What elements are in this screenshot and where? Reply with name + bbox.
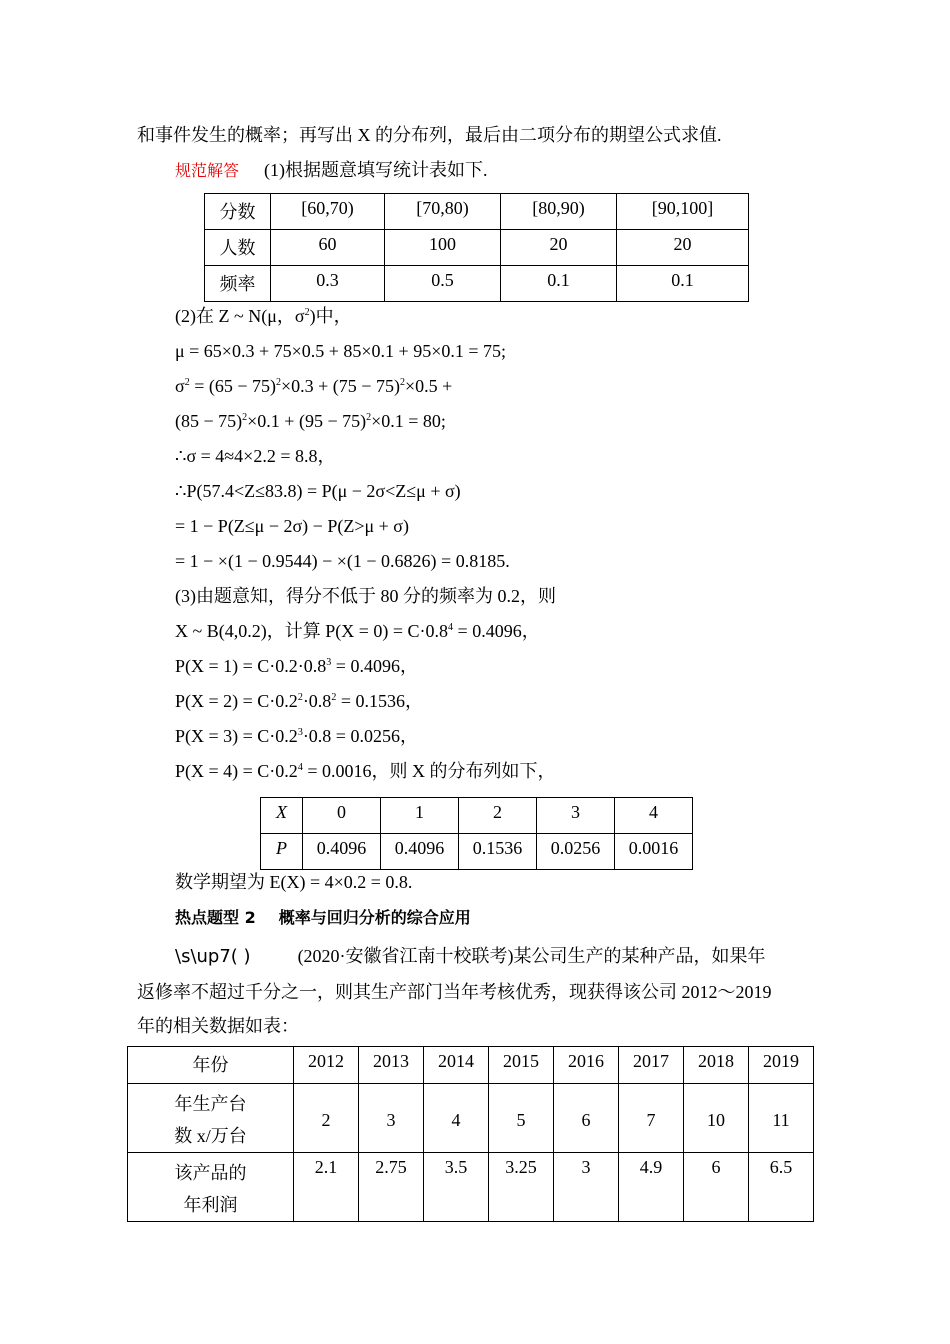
row-label: 年利润: [183, 1195, 238, 1215]
table-cell: 人数: [205, 230, 271, 266]
table-cell: 100: [385, 230, 501, 266]
derivation-line: = 1 − P(Z≤μ − 2σ) − P(Z>μ + σ): [175, 516, 409, 536]
derivation-line: = 1 − ×(1 − 0.9544) − ×(1 − 0.6826) = 0.8185.: [175, 551, 510, 571]
derivation-line: [175, 759, 555, 783]
superscript: 3: [326, 657, 332, 668]
table-cell: 3.5: [424, 1153, 489, 1222]
line-text: ·0.8: [302, 691, 332, 711]
table-cell: 3: [537, 798, 615, 834]
line-text: ×0.3 + (75 − 75): [281, 376, 400, 396]
table-cell: 11: [749, 1084, 814, 1153]
table-cell: 2: [459, 798, 537, 834]
table-cell: 4: [615, 798, 693, 834]
row-label: 年生产台: [174, 1094, 247, 1114]
table-cell: 3.25: [489, 1153, 554, 1222]
table-cell: 6.5: [749, 1153, 814, 1222]
derivation-line: [175, 409, 446, 433]
table-cell: 1: [381, 798, 459, 834]
table-cell: 2: [294, 1084, 359, 1153]
superscript: 4: [297, 762, 303, 773]
line-text: )中，: [309, 306, 352, 326]
superscript: 3: [297, 727, 303, 738]
table-cell: 2015: [489, 1047, 554, 1084]
table-cell: 0.4096: [381, 834, 459, 870]
table-cell: X: [261, 798, 303, 834]
part1-text: (1)根据题意填写统计表如下.: [264, 160, 488, 180]
line-text: ·0.8 = 0.0256，: [302, 726, 418, 746]
expectation-line: 数学期望为 E(X) = 4×0.2 = 0.8.: [175, 872, 413, 892]
problem-text: (2020·安徽省江南十校联考)某公司生产的某种产品，如果年: [297, 946, 766, 966]
table-cell: 0: [303, 798, 381, 834]
derivation-line: [175, 304, 352, 328]
table-cell: 2012: [294, 1047, 359, 1084]
table-cell: 5: [489, 1084, 554, 1153]
data-table: [127, 1046, 814, 1222]
table-cell: 20: [501, 230, 617, 266]
line-text: X ~ B(4,0.2)，计算 P(X = 0) = C·0.8: [175, 621, 449, 641]
table-cell: 2018: [684, 1047, 749, 1084]
derivation-line: [175, 724, 418, 748]
problem-line: [175, 944, 766, 969]
table-cell: 年份: [128, 1047, 294, 1084]
line-text: ×0.5 +: [404, 376, 453, 396]
solution-label: 规范解答: [175, 161, 240, 180]
table-cell: 分数: [205, 194, 271, 230]
line-text: P(X = 4) = C·0.2: [175, 761, 298, 781]
derivation-line: [175, 654, 418, 678]
table-cell: 0.1: [501, 266, 617, 302]
table-cell: [70,80): [385, 194, 501, 230]
row-label: 数 x/万台: [174, 1126, 247, 1146]
table-cell: 2019: [749, 1047, 814, 1084]
table-row: [205, 194, 749, 230]
table-row: [128, 1084, 814, 1153]
table-row: [261, 834, 693, 870]
table-cell: 2014: [424, 1047, 489, 1084]
line-text: = (65 − 75): [189, 376, 276, 396]
table-row: [261, 798, 693, 834]
solution-header: [175, 158, 488, 183]
table-cell: 0.5: [385, 266, 501, 302]
derivation-line: [175, 689, 423, 713]
superscript: 2: [331, 692, 337, 703]
table-cell: 60: [271, 230, 385, 266]
derivation-line: ∴P(57.4<Z≤83.8) = P(μ − 2σ<Z≤μ + σ): [175, 481, 461, 501]
table-cell: 20: [617, 230, 749, 266]
table-cell: [128, 1153, 294, 1222]
problem-marker: \s\up7( ): [175, 946, 251, 967]
table-cell: 2013: [359, 1047, 424, 1084]
table-cell: 10: [684, 1084, 749, 1153]
problem-line: 年的相关数据如表：: [137, 1016, 299, 1036]
table-cell: P: [261, 834, 303, 870]
derivation-line: [175, 619, 540, 643]
table-row: [205, 230, 749, 266]
section-heading: [175, 905, 471, 930]
section-title: 热点题型 2: [175, 908, 256, 927]
superscript: 2: [366, 412, 372, 423]
table-cell: 0.0256: [537, 834, 615, 870]
distribution-table: [260, 797, 693, 870]
table-cell: 3: [359, 1084, 424, 1153]
line-text: σ: [175, 376, 185, 396]
table-cell: 0.1: [617, 266, 749, 302]
table-cell: 0.4096: [303, 834, 381, 870]
table-cell: [80,90): [501, 194, 617, 230]
line-text: = 0.4096，: [453, 621, 540, 641]
line-text: (85 − 75): [175, 411, 243, 431]
table-cell: 0.3: [271, 266, 385, 302]
superscript: 2: [399, 377, 405, 388]
table-row: [128, 1153, 814, 1222]
table-cell: 0.1536: [459, 834, 537, 870]
derivation-line: [175, 374, 452, 398]
table-cell: [128, 1084, 294, 1153]
table-cell: 2.1: [294, 1153, 359, 1222]
superscript: 2: [184, 377, 190, 388]
line-text: (2)在 Z ~ N(μ，σ: [175, 306, 305, 326]
score-table: [204, 193, 749, 302]
table-cell: 2017: [619, 1047, 684, 1084]
table-cell: [60,70): [271, 194, 385, 230]
table-cell: 7: [619, 1084, 684, 1153]
table-cell: [90,100]: [617, 194, 749, 230]
row-label: 该产品的: [174, 1163, 247, 1183]
table-row: [128, 1047, 814, 1084]
superscript: 2: [304, 307, 310, 318]
table-row: [205, 266, 749, 302]
problem-line: 返修率不超过千分之一，则其生产部门当年考核优秀，现获得该公司 2012～2019: [137, 982, 772, 1002]
line-text: = 0.4096，: [331, 656, 418, 676]
line-text: ×0.1 + (95 − 75): [247, 411, 367, 431]
line-text: P(X = 3) = C·0.2: [175, 726, 298, 746]
derivation-line: μ = 65×0.3 + 75×0.5 + 85×0.1 + 95×0.1 = 75;: [175, 341, 507, 361]
table-cell: 6: [684, 1153, 749, 1222]
intro-line: 和事件发生的概率；再写出 X 的分布列，最后由二项分布的期望公式求值.: [137, 125, 722, 145]
line-text: = 0.1536，: [336, 691, 423, 711]
superscript: 2: [297, 692, 303, 703]
table-cell: 3: [554, 1153, 619, 1222]
line-text: P(X = 1) = C·0.2·0.8: [175, 656, 327, 676]
table-cell: 频率: [205, 266, 271, 302]
table-cell: 2016: [554, 1047, 619, 1084]
superscript: 2: [242, 412, 248, 423]
table-cell: 0.0016: [615, 834, 693, 870]
line-text: = 0.0016，则 X 的分布列如下，: [302, 761, 556, 781]
derivation-line: (3)由题意知，得分不低于 80 分的频率为 0.2，则: [175, 586, 556, 606]
table-cell: 2.75: [359, 1153, 424, 1222]
superscript: 2: [276, 377, 281, 388]
table-cell: 6: [554, 1084, 619, 1153]
derivation-line: ∴σ = 4≈4×2.2 = 8.8，: [175, 446, 336, 466]
superscript: 4: [448, 622, 454, 633]
line-text: ×0.1 = 80;: [371, 411, 446, 431]
table-cell: 4.9: [619, 1153, 684, 1222]
table-cell: 4: [424, 1084, 489, 1153]
section-subtitle: 概率与回归分析的综合应用: [278, 908, 471, 927]
line-text: P(X = 2) = C·0.2: [175, 691, 298, 711]
